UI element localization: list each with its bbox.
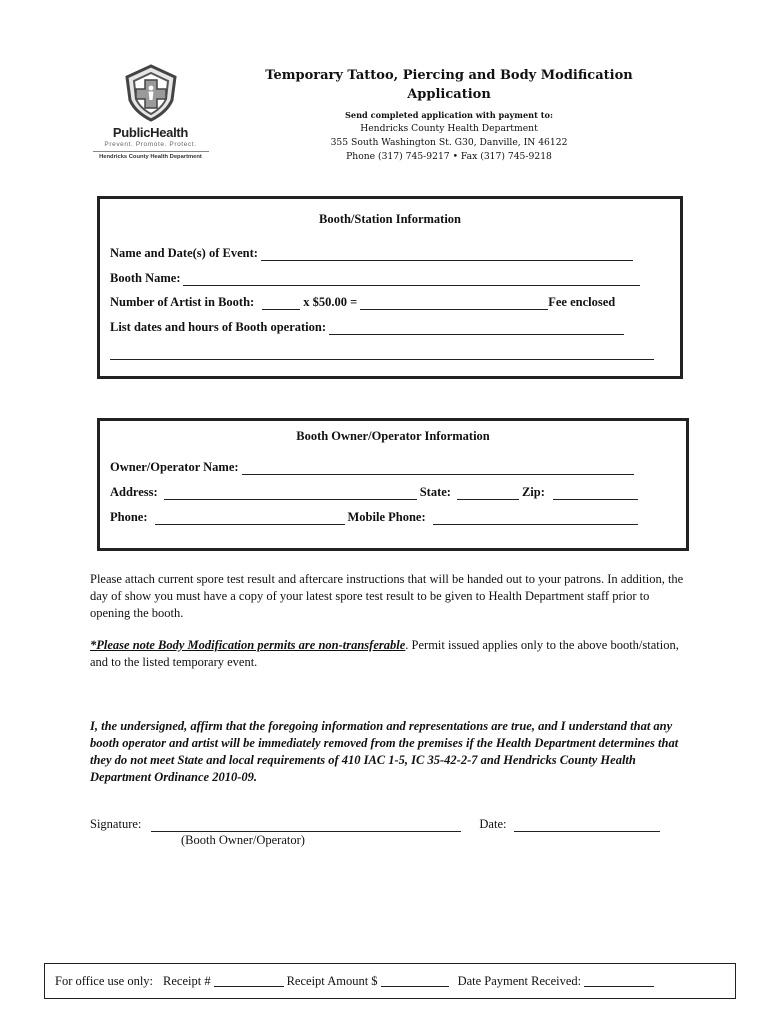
shield-cross-icon [121,64,181,122]
form-title-line1: Temporary Tattoo, Piercing and Body Modification [265,68,633,83]
logo-tagline: Prevent. Promote. Protect. [104,141,197,148]
receipt-label: Receipt # [163,973,211,988]
phone-field[interactable] [155,512,345,525]
event-label: Name and Date(s) of Event: [110,246,258,260]
fee-multiplier: x $50.00 = [303,295,358,309]
phone-label: Phone: [110,510,148,524]
dates-hours-row [110,320,627,335]
date-label: Date: [479,817,507,831]
form-header [245,66,653,164]
artists-count-field[interactable] [262,297,300,310]
affirmation-statement: I, the undersigned, affirm that the foregoing information and representations are true, and I understand that any booth operator and artist will be immediately removed from the premises if the Health Department determines that they do not meet State and local requirements of 410 IAC 1-5, IC 35-42-2-7 and Hendricks County Health Department Ordinance 2010-09. [90,719,679,784]
office-use-box [44,963,736,999]
event-field[interactable] [261,248,633,261]
phone-row [110,510,641,525]
signature-sublabel: (Booth Owner/Operator) [181,833,305,847]
instructions-paragraph: Please attach current spore test result and aftercare instructions that will be handed out to your patrons. In addition, the day of show you must have a copy of your latest spore test result to be given to Health Department staff prior to opening the booth. [90,572,684,620]
logo-title: PublicHealth [112,125,189,140]
address-label: Address: [110,485,158,499]
date-paid-field[interactable] [584,975,654,987]
artists-row [110,295,615,310]
section-title: Booth/Station Information [318,212,462,226]
org-address: 355 South Washington St. G30, Danville, IN 46122 [330,137,568,148]
transfer-note [90,637,690,671]
owner-name-row [110,460,637,475]
receipt-number-field[interactable] [214,975,284,987]
dates-hours-field[interactable] [329,322,624,335]
date-paid-label: Date Payment Received: [457,973,582,988]
fee-total-field[interactable] [360,297,548,310]
receipt-amount-label: Receipt Amount $ [286,973,378,988]
booth-station-section [97,196,683,379]
owner-operator-section [97,418,689,551]
mobile-label: Mobile Phone: [347,510,426,524]
date-field[interactable] [514,819,660,832]
fee-enclosed-label: Fee enclosed [548,295,616,309]
office-use-label: For office use only: [55,973,154,988]
booth-name-row [110,271,643,286]
form-title-line2: Application [407,87,491,102]
mobile-field[interactable] [433,512,638,525]
send-to-label: Send completed application with payment to: [344,110,554,120]
booth-name-label: Booth Name: [110,271,181,285]
address-field[interactable] [164,487,417,500]
booth-name-field[interactable] [183,273,640,286]
org-contact: Phone (317) 745-9217 • Fax (317) 745-9218 [346,151,552,162]
transfer-note-emphasis: *Please note Body Modification permits are non-transferable [90,638,406,652]
state-label: State: [419,485,451,499]
section-title: Booth Owner/Operator Information [296,429,490,443]
zip-label: Zip: [521,485,545,499]
artists-label: Number of Artist in Booth: [110,295,255,309]
transfer-note-rest: . Permit issued applies only to the above booth/station, and to the listed temporary event. [90,638,679,669]
logo-divider [93,151,209,152]
state-field[interactable] [457,487,519,500]
zip-field[interactable] [553,487,638,500]
dates-hours-label: List dates and hours of Booth operation: [110,320,326,334]
owner-name-field[interactable] [242,462,634,475]
signature-field[interactable] [151,819,461,832]
address-row [110,485,641,500]
event-row [110,246,636,261]
receipt-amount-field[interactable] [381,975,449,987]
health-department-logo [88,64,213,164]
signature-row [90,817,663,832]
signature-label: Signature: [90,817,142,831]
logo-department: Hendricks County Health Department [99,154,202,160]
owner-name-label: Owner/Operator Name: [110,460,239,474]
dates-hours-field-2[interactable] [110,347,654,360]
dates-hours-row-2 [110,347,657,360]
org-name: Hendricks County Health Department [360,123,538,134]
